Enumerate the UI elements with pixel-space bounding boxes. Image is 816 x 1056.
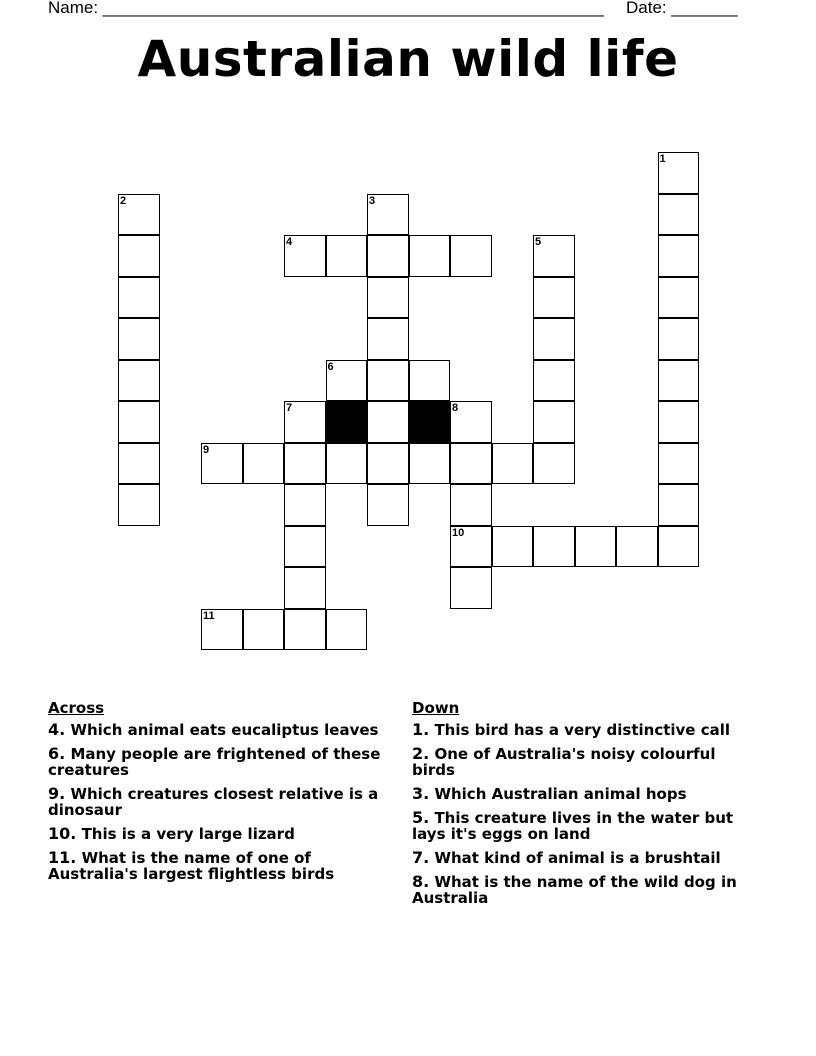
name-field[interactable]: Name: _____________________________________________________ bbox=[48, 0, 604, 17]
clue-number-label: 4. bbox=[48, 720, 66, 739]
grid-cell[interactable] bbox=[367, 443, 409, 485]
grid-cell[interactable] bbox=[243, 609, 285, 651]
grid-cell[interactable] bbox=[118, 194, 160, 236]
grid-cell[interactable] bbox=[118, 443, 160, 485]
grid-cell[interactable] bbox=[658, 152, 700, 194]
grid-block bbox=[409, 401, 451, 443]
grid-cell[interactable] bbox=[367, 194, 409, 236]
grid-cell[interactable] bbox=[658, 194, 700, 236]
clue-text: What is the name of the wild dog in Australia bbox=[412, 873, 737, 907]
clue-number: 1 bbox=[659, 153, 666, 165]
clue-number-label: 8. bbox=[412, 872, 430, 891]
grid-cell[interactable] bbox=[533, 277, 575, 319]
grid-cell[interactable] bbox=[367, 318, 409, 360]
down-clue bbox=[412, 810, 762, 842]
clue-text: This is a very large lizard bbox=[76, 825, 295, 843]
grid-cell[interactable] bbox=[118, 318, 160, 360]
clue-number-label: 9. bbox=[48, 784, 66, 803]
clue-number: 10 bbox=[452, 526, 465, 539]
clue-number-label: 10. bbox=[48, 824, 77, 843]
grid-cell[interactable] bbox=[367, 360, 409, 402]
grid-cell[interactable] bbox=[450, 235, 492, 277]
clue-number-label: 2. bbox=[412, 744, 430, 763]
grid-cell[interactable] bbox=[409, 360, 451, 402]
clue-number: 6 bbox=[327, 360, 334, 373]
clue-number: 4 bbox=[286, 236, 293, 248]
across-heading: Across bbox=[48, 699, 105, 717]
clue-number: 3 bbox=[369, 194, 376, 207]
grid-cell[interactable] bbox=[533, 443, 575, 485]
grid-cell[interactable] bbox=[118, 235, 160, 277]
grid-cell[interactable] bbox=[326, 235, 368, 277]
grid-cell[interactable] bbox=[284, 526, 326, 568]
clue-text: Which animal eats eucaliptus leaves bbox=[65, 721, 379, 739]
clue-text: What kind of animal is a brushtail bbox=[429, 849, 721, 867]
across-clue bbox=[48, 722, 388, 738]
across-clue bbox=[48, 786, 388, 818]
clue-number-label: 1. bbox=[412, 720, 430, 739]
grid-cell[interactable] bbox=[450, 484, 492, 526]
grid-cell[interactable] bbox=[118, 360, 160, 402]
grid-cell[interactable] bbox=[409, 443, 451, 485]
clue-text: This bird has a very distinctive call bbox=[429, 721, 730, 739]
across-clue bbox=[48, 746, 388, 778]
grid-cell[interactable] bbox=[616, 526, 658, 568]
grid-cell[interactable] bbox=[284, 484, 326, 526]
grid-cell[interactable] bbox=[533, 401, 575, 443]
clue-number-label: 3. bbox=[412, 784, 430, 803]
grid-cell[interactable] bbox=[658, 443, 700, 485]
grid-cell[interactable] bbox=[533, 318, 575, 360]
down-clue bbox=[412, 874, 762, 906]
grid-cell[interactable] bbox=[201, 609, 243, 651]
clue-number: 7 bbox=[286, 402, 293, 414]
grid-cell[interactable] bbox=[243, 443, 285, 485]
down-clue bbox=[412, 850, 762, 866]
grid-cell[interactable] bbox=[201, 443, 243, 485]
grid-cell[interactable] bbox=[575, 526, 617, 568]
date-field[interactable]: Date: _______ bbox=[626, 0, 738, 17]
across-clue bbox=[48, 826, 388, 842]
grid-cell[interactable] bbox=[284, 567, 326, 609]
grid-cell[interactable] bbox=[533, 235, 575, 277]
clue-text: One of Australia's noisy colourful birds bbox=[412, 745, 716, 779]
grid-cell[interactable] bbox=[118, 484, 160, 526]
down-clue bbox=[412, 786, 762, 802]
grid-cell[interactable] bbox=[492, 443, 534, 485]
grid-cell[interactable] bbox=[326, 443, 368, 485]
grid-cell[interactable] bbox=[450, 443, 492, 485]
grid-cell[interactable] bbox=[533, 526, 575, 568]
clue-number: 8 bbox=[452, 402, 459, 414]
clue-text: Many people are frightened of these creatures bbox=[48, 745, 381, 779]
grid-cell[interactable] bbox=[326, 360, 368, 402]
down-clue bbox=[412, 746, 762, 778]
clue-number-label: 11. bbox=[48, 848, 77, 867]
clue-text: What is the name of one of Australia's largest flightless birds bbox=[48, 849, 335, 883]
grid-cell[interactable] bbox=[284, 401, 326, 443]
grid-cell[interactable] bbox=[284, 609, 326, 651]
grid-cell[interactable] bbox=[658, 526, 700, 568]
clue-text: This creature lives in the water but lays it's eggs on land bbox=[412, 809, 734, 843]
across-clues bbox=[48, 700, 388, 890]
clue-text: Which Australian animal hops bbox=[429, 785, 687, 803]
clue-number-label: 7. bbox=[412, 848, 430, 867]
clue-text: Which creatures closest relative is a dinosaur bbox=[48, 785, 379, 819]
grid-cell[interactable] bbox=[367, 401, 409, 443]
grid-cell[interactable] bbox=[533, 360, 575, 402]
clue-number: 2 bbox=[120, 194, 127, 207]
grid-cell[interactable] bbox=[284, 443, 326, 485]
grid-cell[interactable] bbox=[658, 484, 700, 526]
grid-cell[interactable] bbox=[450, 567, 492, 609]
grid-cell[interactable] bbox=[367, 484, 409, 526]
clue-number: 11 bbox=[203, 609, 215, 622]
down-heading: Down bbox=[412, 699, 460, 717]
page-title: Australian wild life bbox=[137, 30, 679, 88]
down-clue bbox=[412, 722, 762, 738]
clue-number: 5 bbox=[535, 236, 542, 248]
grid-cell[interactable] bbox=[492, 526, 534, 568]
grid-cell[interactable] bbox=[658, 277, 700, 319]
clue-number-label: 5. bbox=[412, 808, 430, 827]
grid-cell[interactable] bbox=[658, 235, 700, 277]
clue-number: 9 bbox=[203, 443, 210, 456]
grid-cell[interactable] bbox=[118, 277, 160, 319]
grid-cell[interactable] bbox=[367, 235, 409, 277]
grid-cell[interactable] bbox=[658, 318, 700, 360]
grid-block bbox=[326, 401, 368, 443]
grid-cell[interactable] bbox=[409, 235, 451, 277]
grid-cell[interactable] bbox=[658, 401, 700, 443]
grid-cell[interactable] bbox=[118, 401, 160, 443]
grid-cell[interactable] bbox=[326, 609, 368, 651]
grid-cell[interactable] bbox=[284, 235, 326, 277]
across-clue bbox=[48, 850, 388, 882]
grid-cell[interactable] bbox=[367, 277, 409, 319]
grid-cell[interactable] bbox=[450, 401, 492, 443]
clue-number-label: 6. bbox=[48, 744, 66, 763]
down-clues bbox=[412, 700, 762, 914]
grid-cell[interactable] bbox=[658, 360, 700, 402]
grid-cell[interactable] bbox=[450, 526, 492, 568]
